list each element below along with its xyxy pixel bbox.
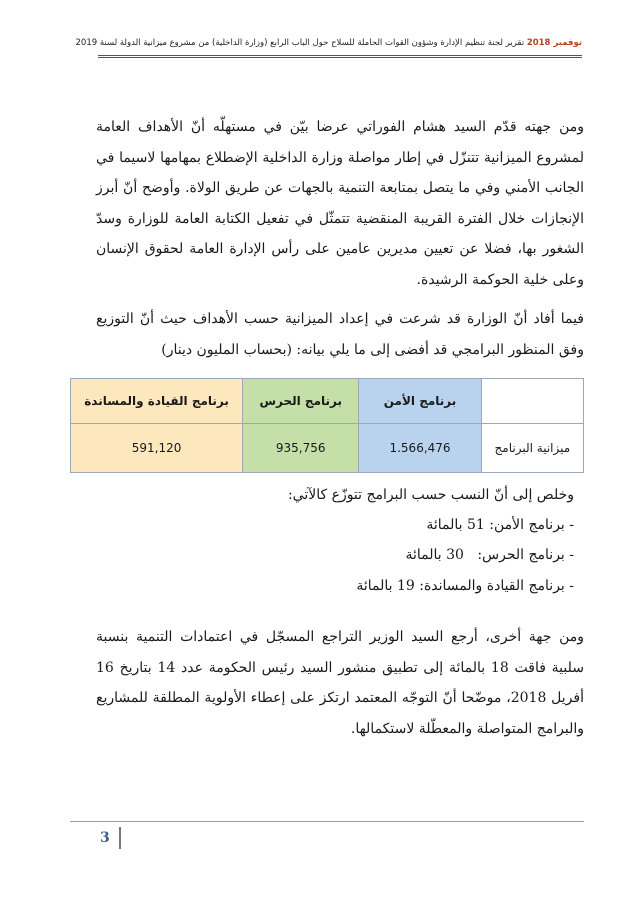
paragraph-budget-distribution: فيما أفاد أنّ الوزارة قد شرعت في إعداد الميزانية حسب الأهداف حيث أنّ التوزيع وفق المنظور البرامجي قد أفضى إلى ما يلي بيانه: (بحساب المليون دينار) bbox=[96, 311, 584, 358]
list-item-security-share: - برنامج الأمن: 51 بالمائة bbox=[426, 517, 574, 533]
page-number: 3 bbox=[100, 830, 110, 846]
program-budget-table bbox=[70, 378, 584, 473]
table-header-empty bbox=[481, 379, 583, 424]
header-divider bbox=[98, 55, 582, 58]
paragraph-minister-presentation: ومن جهته قدّم السيد هشام الفوراتي عرضا بيّن في مستهلّه أنّ الأهداف العامة لمشروع الميزانية تتنزّل في إطار مواصلة وزارة الداخلية الإضطلاع بمهامها لاسيما في الجانب الأمني وفي ما يتصل بمتابعة التنمية بالجهات عن طريق الولاة. وأوضح أنّ أبرز الإنجازات خلال الفترة القريبة المنقضية تتمثّل في تفعيل الكتابة العامة للوزارة وسدّ الشغور بها، فضلا عن تعيين مديرين عامين على رأس الإدارة العامة لحقوق الإنسان وعلى خلية الحوكمة الرشيدة. bbox=[96, 119, 584, 288]
list-item-support-share: - برنامج القيادة والمساندة: 19 بالمائة bbox=[356, 578, 574, 594]
page-number-bar bbox=[119, 827, 121, 849]
table-row-label: ميزانية البرنامج bbox=[481, 424, 583, 473]
table-header-row bbox=[71, 379, 584, 424]
summary-intro: وخلص إلى أنّ النسب حسب البرامج تتوزّع كالآتي: bbox=[287, 487, 574, 503]
table-cell-security-budget: 1.566,476 bbox=[359, 424, 481, 473]
table-header-guard-program: برنامج الحرس bbox=[243, 379, 359, 424]
list-item-guard-share: - برنامج الحرس: 30 بالمائة bbox=[405, 547, 574, 563]
table-header-security-program: برنامج الأمن bbox=[359, 379, 481, 424]
header-title: تقرير لجنة تنظيم الإدارة وشؤون القوات الحاملة للسلاح حول الباب الرابع (وزارة الداخلية) من مشروع ميزانية الدولة لسنة 2019 bbox=[75, 38, 525, 48]
paragraph-development-decline: ومن جهة أخرى، أرجع السيد الوزير التراجع المسجّل في اعتمادات التنمية بنسبة سلبية فاقت 18 بالمائة إلى تطبيق منشور السيد رئيس الحكومة عدد 14 بتاريخ 16 أفريل 2018، موضّحا أنّ التوجّه المعتمد ارتكز على إعطاء الأولوية المطلقة للمشاريع والبرامج المتواصلة والمعطّلة لاستكمالها. bbox=[96, 629, 584, 737]
page-header bbox=[75, 38, 582, 54]
header-date: نوفمبر 2018 bbox=[526, 38, 582, 48]
footer-divider bbox=[70, 821, 584, 822]
table-cell-support-budget: 591,120 bbox=[71, 424, 243, 473]
table-row bbox=[71, 424, 584, 473]
table-header-support-program: برنامج القيادة والمساندة bbox=[71, 379, 243, 424]
table-cell-guard-budget: 935,756 bbox=[243, 424, 359, 473]
